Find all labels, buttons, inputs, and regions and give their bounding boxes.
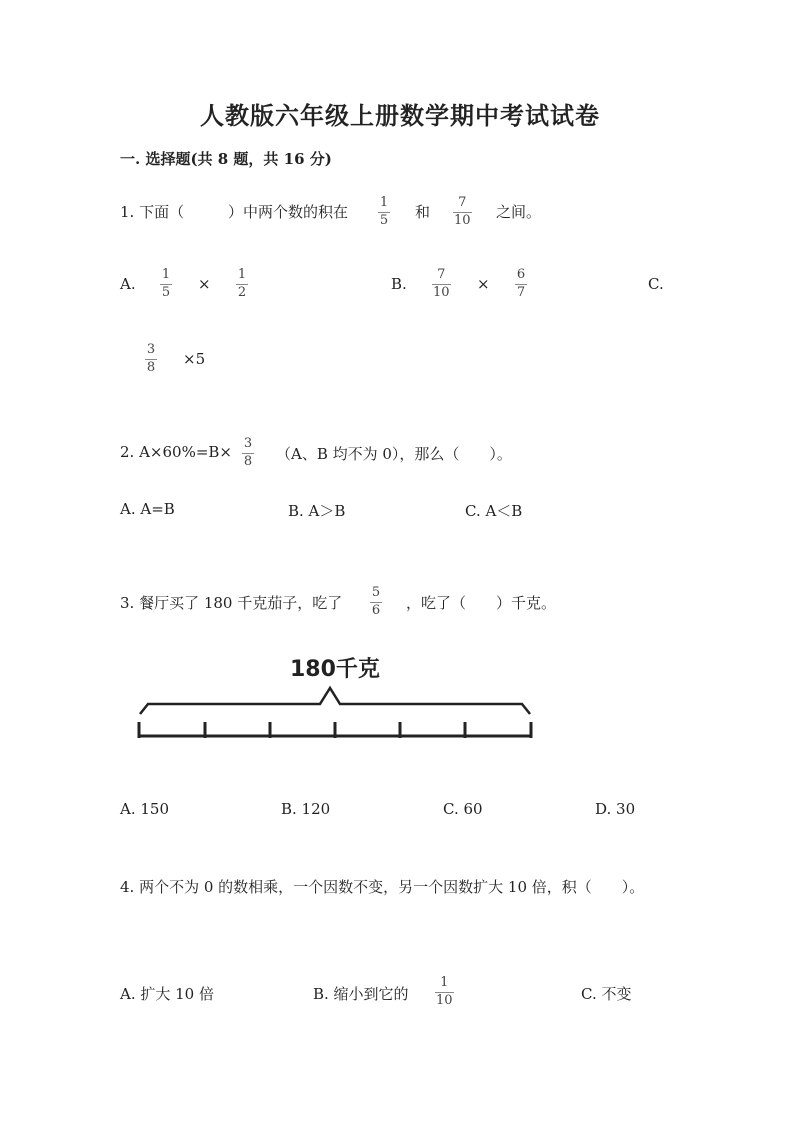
denominator: 8 bbox=[243, 453, 253, 469]
denominator: 8 bbox=[146, 359, 156, 375]
denominator: 2 bbox=[237, 284, 247, 300]
denominator: 5 bbox=[379, 212, 389, 228]
q1-text-a: 1. 下面（ bbox=[120, 203, 185, 221]
q2-option-c[interactable]: C. A＜B bbox=[465, 502, 523, 520]
diagram-total-label: 180千克 bbox=[290, 657, 380, 682]
option-b-fraction-2 bbox=[515, 268, 527, 301]
denominator: 10 bbox=[433, 284, 450, 300]
option-c-tail: ×5 bbox=[183, 350, 206, 368]
q2-text-b: （A、B 均不为 0），那么（ ）。 bbox=[276, 445, 512, 463]
q3-option-b[interactable]: B. 120 bbox=[281, 800, 331, 818]
multiply-sign: × bbox=[198, 275, 211, 293]
q2-fraction bbox=[242, 437, 254, 470]
q2-option-a[interactable]: A. A=B bbox=[120, 500, 175, 518]
q3-fraction bbox=[370, 586, 382, 619]
page-title: 人教版六年级上册数学期中考试试卷 bbox=[200, 101, 600, 130]
denominator: 6 bbox=[371, 602, 381, 618]
numerator: 3 bbox=[146, 342, 156, 357]
q3-option-c[interactable]: C. 60 bbox=[443, 800, 483, 818]
q1-text-c: 和 bbox=[415, 203, 431, 221]
q1-fraction-2 bbox=[453, 196, 472, 229]
option-label: C. bbox=[648, 275, 664, 293]
brace bbox=[140, 688, 530, 714]
denominator: 7 bbox=[516, 284, 526, 300]
option-label: B. bbox=[391, 275, 407, 293]
numerator: 1 bbox=[379, 195, 389, 210]
denominator: 10 bbox=[454, 212, 471, 228]
section-heading: 一. 选择题(共 8 题，共 16 分) bbox=[120, 150, 332, 168]
option-label: A. bbox=[120, 275, 136, 293]
numerator: 1 bbox=[237, 267, 247, 282]
numerator: 5 bbox=[371, 585, 381, 600]
denominator: 10 bbox=[436, 992, 453, 1008]
q1-text-b: ）中两个数的积在 bbox=[228, 203, 349, 221]
q4-option-a[interactable]: A. 扩大 10 倍 bbox=[120, 985, 214, 1003]
option-a-fraction-1 bbox=[160, 268, 172, 301]
numerator: 1 bbox=[440, 975, 449, 990]
q3-option-a[interactable]: A. 150 bbox=[120, 800, 169, 818]
q3-option-d[interactable]: D. 30 bbox=[595, 800, 636, 818]
option-b-text: B. 缩小到它的 bbox=[313, 985, 409, 1003]
numerator: 7 bbox=[437, 267, 446, 282]
q3-text-b: ，吃了（ ）千克。 bbox=[406, 594, 557, 612]
q4-option-c[interactable]: C. 不变 bbox=[581, 985, 632, 1003]
option-b-fraction bbox=[435, 976, 454, 1009]
q2-option-b[interactable]: B. A＞B bbox=[288, 502, 346, 520]
option-c-fraction bbox=[145, 343, 157, 376]
q3-text-a: 3. 餐厅买了 180 千克茄子，吃了 bbox=[120, 594, 343, 612]
denominator: 5 bbox=[161, 284, 171, 300]
multiply-sign: × bbox=[477, 275, 490, 293]
q1-fraction-1 bbox=[378, 196, 390, 229]
numerator: 6 bbox=[516, 267, 526, 282]
q1-text-d: 之间。 bbox=[496, 203, 542, 221]
numerator: 7 bbox=[458, 195, 467, 210]
option-b-fraction-1 bbox=[432, 268, 451, 301]
option-a-fraction-2 bbox=[236, 268, 248, 301]
numerator: 3 bbox=[243, 436, 253, 451]
q2-text-a: 2. A×60%=B× bbox=[120, 443, 232, 461]
segment-diagram bbox=[130, 680, 540, 742]
numerator: 1 bbox=[161, 267, 171, 282]
q4-text: 4. 两个不为 0 的数相乘，一个因数不变，另一个因数扩大 10 倍，积（ ）。 bbox=[120, 878, 645, 896]
